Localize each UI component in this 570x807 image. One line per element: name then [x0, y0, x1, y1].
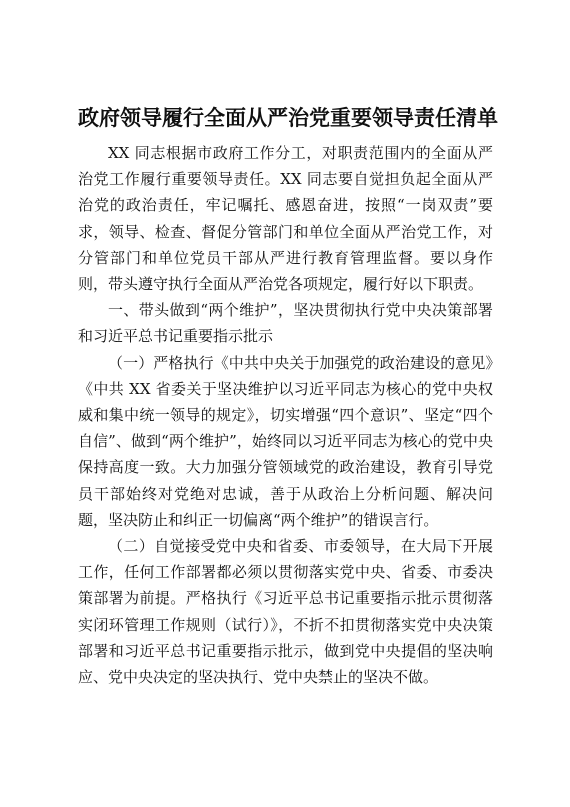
- document-title: 政府领导履行全面从严治党重要领导责任清单: [78, 105, 498, 130]
- section-heading-1: 一、带头做到“两个维护”，坚决贯彻执行党中央决策部署和习近平总书记重要指示批示: [78, 301, 493, 346]
- clause-2-paragraph: （二）自觉接受党中央和省委、市委领导，在大局下开展工作，任何工作部署都必须以贯彻落实党中央、省委、市委决策部署为前提。严格执行《习近平总书记重要指示批示贯彻落实闭环管理工作规则（试行）》，不折不扣贯彻落实党中央决策部署和习近平总书记重要指示批示，做到党中央提倡的坚决响应、党中央决定的坚决执行、党中央禁止的坚决不做。: [78, 537, 493, 687]
- document-body: [78, 140, 493, 690]
- intro-paragraph: XX 同志根据市政府工作分工，对职责范围内的全面从严治党工作履行重要领导责任。XX 同志要自觉担负起全面从严治党的政治责任，牢记嘱托、感恩奋进，按照“一岗双责”要求，领导、检查、督促分管部门和单位全面从严治党工作，对分管部门和单位党员干部从严进行教育管理监督。要以身作则，带头遵守执行全面从严治党各项规定，履行好以下职责。: [78, 144, 493, 294]
- clause-1-paragraph: （一）严格执行《中共中央关于加强党的政治建设的意见》《中共 XX 省委关于坚决维护以习近平同志为核心的党中央权威和集中统一领导的规定》，切实增强“四个意识”、坚定“四个自信”、做到“两个维护”，始终同以习近平同志为核心的党中央保持高度一致。大力加强分管领域党的政治建设，教育引导党员干部始终对党绝对忠诚，善于从政治上分析问题、解决问题，坚决防止和纠正一切偏离“两个维护”的错误言行。: [78, 353, 493, 529]
